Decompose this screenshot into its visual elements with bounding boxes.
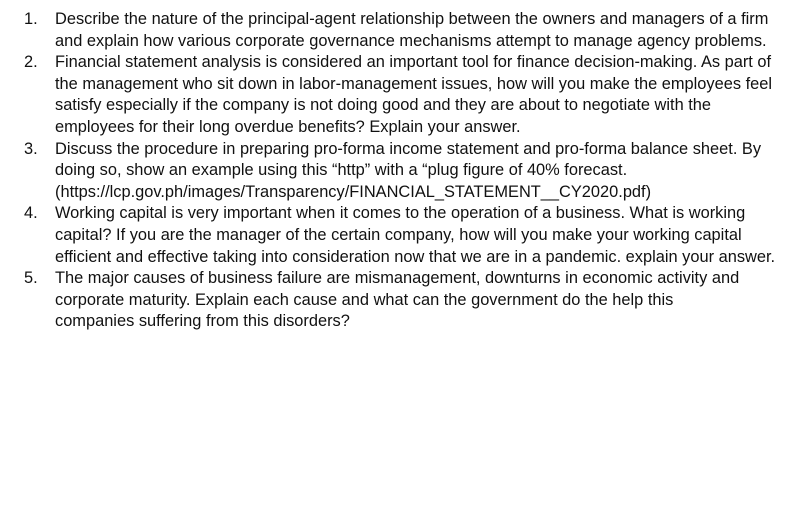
question-text: Describe the nature of the principal-agent relationship between the owners and managers of a firm and explain how various corporate governance mechanisms attempt to manage agency problems. [55,10,769,50]
reference-url: (https://lcp.gov.ph/images/Transparency/FINANCIAL_STATEMENT__CY2020.pdf) [55,182,652,201]
question-item-3 [24,139,784,204]
question-number: 5. [24,269,38,288]
question-number: 4. [24,204,38,223]
question-list [24,9,784,333]
question-text: Working capital is very important when it comes to the operation of a business. What is working capital? If you are the manager of the certain company, how will you make your working capital efficient and effective taking into consideration now that we are in a pandemic. explain your answer. [55,204,776,266]
question-item-5 [24,268,755,333]
question-item-4 [24,203,784,268]
question-item-1 [24,9,780,52]
question-item-2 [24,52,780,138]
question-number: 1. [24,10,38,28]
question-text: The major causes of business failure are mismanagement, downturns in economic activity and corporate maturity. Explain each cause and what can the government do the help this companies suffering from this disorders? [55,269,740,331]
question-number: 2. [24,53,38,72]
question-number: 3. [24,139,38,158]
question-text: Discuss the procedure in preparing pro-forma income statement and pro-forma balance sheet. By doing so, show an example using this “http” with a “plug figure of 40% forecast. [55,139,762,180]
question-text: Financial statement analysis is considered an important tool for finance decision-making. As part of the management who sit down in labor-management issues, how will you make the employees feel satisfy especially if the company is not doing good and they are about to negotiate with the employees for their long overdue benefits? Explain your answer. [55,53,773,136]
